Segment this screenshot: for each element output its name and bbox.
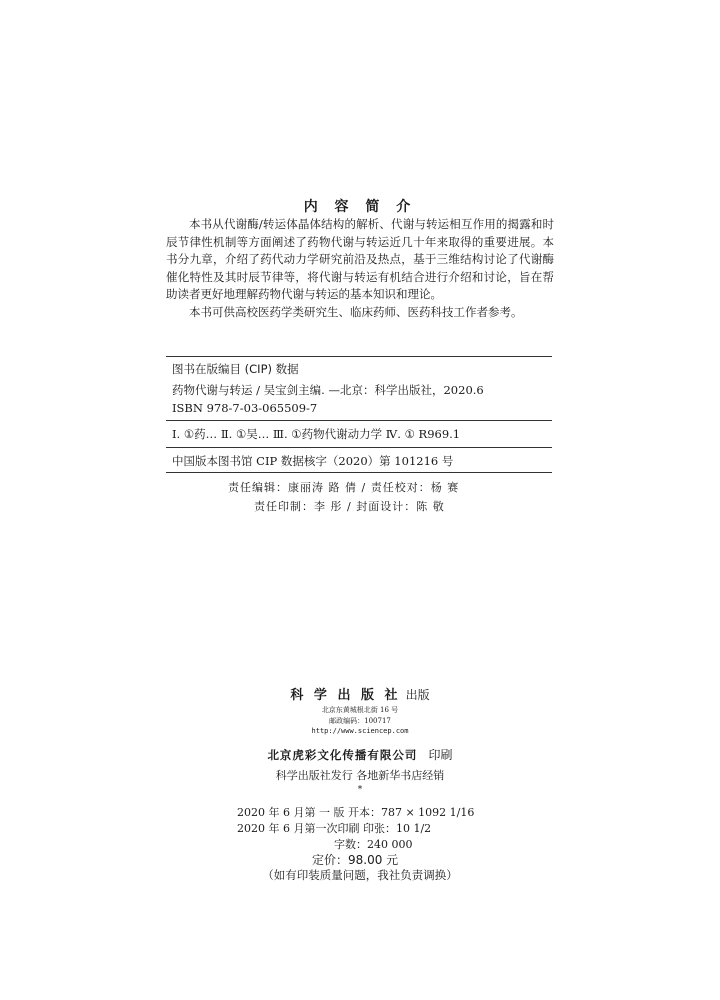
credits-printing: 责任印制：李 彤 / 封面设计：陈 敬 bbox=[254, 500, 445, 513]
printing-info: 2020 年 6 月第一次印刷 印张：10 1/2 bbox=[237, 822, 432, 835]
publisher-name: 科 学 出 版 社 bbox=[290, 688, 401, 703]
summary-title: 内 容 简 介 bbox=[303, 199, 417, 215]
publisher-website: http://www.sciencep.com bbox=[311, 727, 409, 735]
summary-paragraph: 本书从代谢酶/转运体晶体结构的解析、代谢与转运相互作用的揭露和时辰节律性机制等方面阐述了药物代谢与转运近几十年来取得的重要进展。本书分九章，介绍了药代动力学研究前沿及热点，基于三维结构讨论了代谢酶催化特性及其时辰节律等，将代谢与转运有机结合进行介绍和讨论，旨在帮助读者更好地理解药物代谢与转运的基本知识和理论。 bbox=[166, 217, 554, 301]
cip-record: 中国版本图书馆 CIP 数据核字（2020）第 101216 号 bbox=[172, 454, 454, 468]
cip-isbn: ISBN 978-7-03-065509-7 bbox=[172, 401, 318, 415]
cip-title-line: 药物代谢与转运 / 吴宝剑主编. —北京：科学出版社，2020.6 bbox=[172, 383, 484, 397]
quality-notice: （如有印装质量问题，我社负责调换） bbox=[262, 868, 458, 882]
summary-body bbox=[166, 216, 554, 321]
cip-classification: Ⅰ. ①药… Ⅱ. ①吴… Ⅲ. ①药物代谢动力学 Ⅳ. ① R969.1 bbox=[172, 427, 461, 441]
cip-heading: 图书在版编目 (CIP) 数据 bbox=[172, 362, 299, 376]
divider bbox=[166, 447, 552, 448]
edition-info: 2020 年 6 月第 一 版 开本：787 × 1092 1/16 bbox=[237, 806, 475, 819]
credits-editors: 责任编辑：康丽涛 路 倩 / 责任校对：杨 赛 bbox=[228, 481, 460, 494]
printer-suffix: 印刷 bbox=[428, 748, 453, 762]
divider-top bbox=[166, 356, 552, 357]
publisher-suffix: 出版 bbox=[405, 688, 430, 702]
printer-line bbox=[0, 744, 720, 763]
divider bbox=[166, 420, 552, 421]
distribution: 科学出版社发行 各地新华书店经销 bbox=[275, 769, 445, 782]
price: 定价：98.00 元 bbox=[312, 853, 399, 867]
star-separator: * bbox=[357, 785, 363, 795]
word-count: 字数：240 000 bbox=[334, 838, 413, 851]
summary-paragraph: 本书可供高校医药学类研究生、临床药师、医药科技工作者参考。 bbox=[189, 304, 523, 319]
publisher-address: 北京东黄城根北街 16 号 bbox=[321, 706, 399, 714]
divider-bottom bbox=[166, 472, 552, 473]
publisher-line bbox=[0, 684, 720, 703]
printer-name: 北京虎彩文化传播有限公司 bbox=[267, 748, 418, 762]
publisher-postcode: 邮政编码：100717 bbox=[329, 717, 391, 725]
